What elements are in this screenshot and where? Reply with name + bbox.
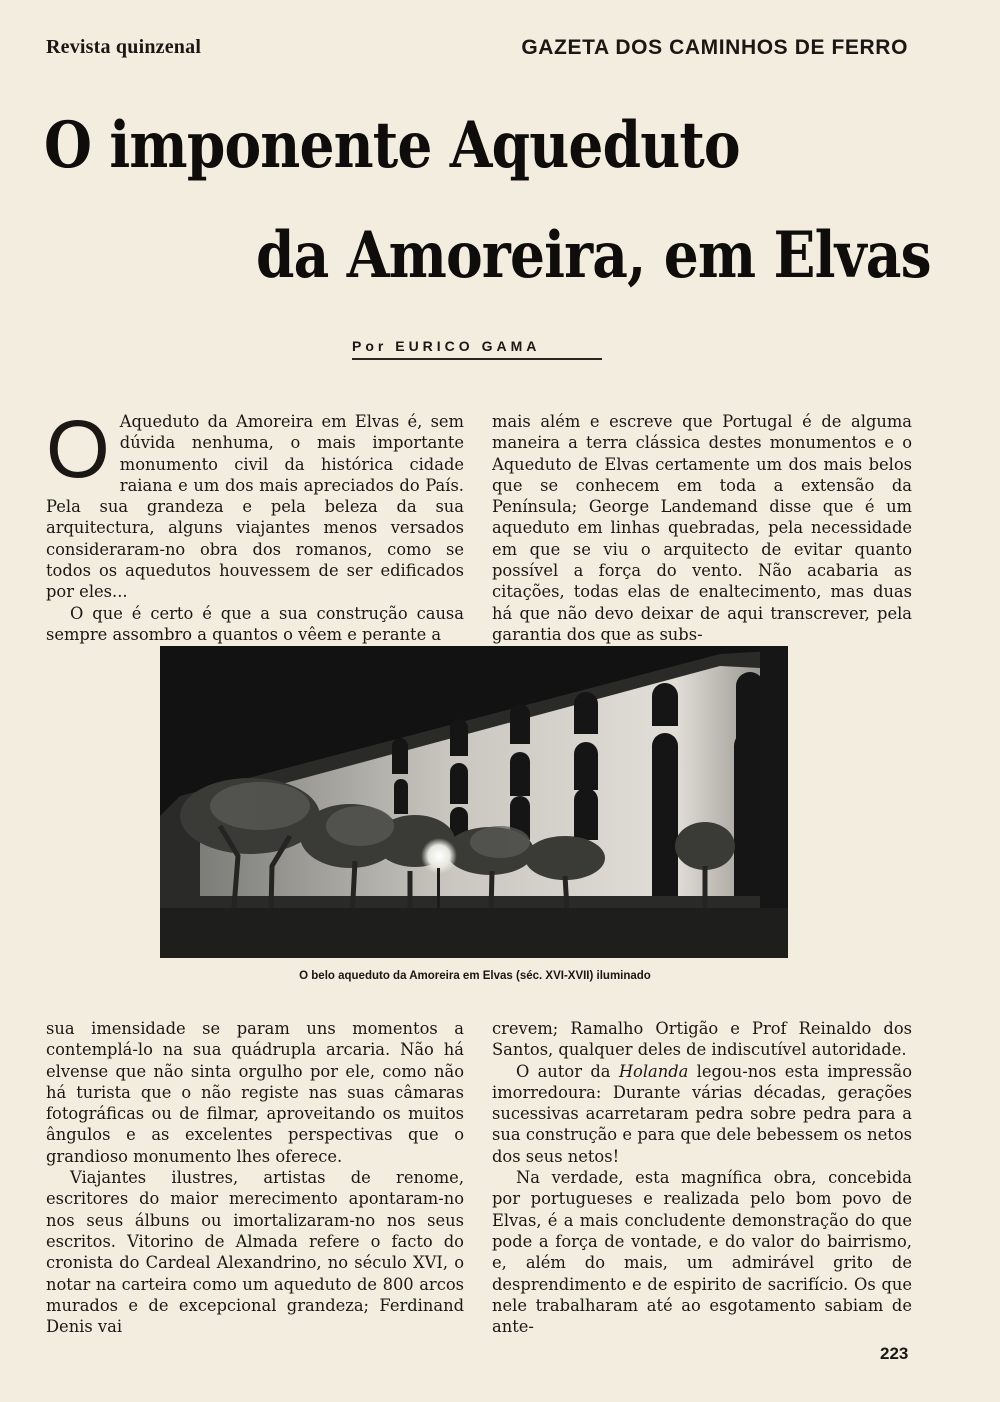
drop-cap: O	[46, 404, 110, 495]
column-1-top	[46, 404, 464, 645]
byline-rule	[352, 358, 602, 360]
photo-caption: O belo aqueduto da Amoreira em Elvas (séc. XVI-XVII) iluminado	[299, 970, 651, 982]
paragraph: sua imensidade se param uns momentos a contemplá-lo na sua quádrupla arcaria. Não há elvense que não sinta orgulho por ele, como não há turista que o não registe nas suas câmaras fotográficas ou de filmar, aproveitando os muitos ângulos e as excelentes perspectivas que o grandioso monumento lhes oferece.	[46, 1019, 464, 1166]
paragraph-text: Aqueduto da Amoreira em Elvas é, sem dúvida nenhuma, o mais importante monumento civil da histórica cidade raiana e um dos mais apreciados do País. Pela sua grandeza e pela beleza da sua arquitectura, alguns viajantes menos versados consideraram-no obra dos romanos, como se todos os aquedutos houvessem de ser edificados por eles...	[46, 412, 464, 602]
text-span: legou-nos esta impressão imorredoura: Durante várias décadas, gerações sucessivas acarretaram pedra sobre pedra para a sua construção e para que dele bebessem os netos dos seus netos!	[492, 1061, 912, 1166]
paragraph	[46, 404, 464, 603]
page-number: 223	[880, 1344, 909, 1363]
paragraph: crevem; Ramalho Ortigão e Prof Reinaldo dos Santos, qualquer deles de indiscutível autoridade.	[492, 1019, 912, 1060]
column-2-bottom	[492, 1018, 912, 1337]
column-1-bottom	[46, 1018, 464, 1337]
paragraph: mais além e escreve que Portugal é de alguma maneira a terra clássica destes monumentos e o Aqueduto de Elvas certamente um dos mais belos que se conhecem em toda a extensão da Península; George Landemand disse que é um aqueduto em linhas quebradas, pela necessidade em que se viu o arquitecto de evitar quanto possível a força do vento. Não acabaria as citações, todas elas de enaltecimento, mas duas há que não devo deixar de aqui transcrever, pela garantia dos que as subs-	[492, 412, 912, 644]
aqueduct-photo	[160, 646, 788, 958]
paragraph: Na verdade, esta magnífica obra, concebida por portugueses e realizada pelo bom povo de Elvas, é a mais concludente demonstração do que pode a força de vontade, e do valor do bairrismo, e, além do mais, um admirável grito de desprendimento e de espirito de sacrifício. Os que nele trabalharam até ao esgotamento sabiam de ante-	[492, 1168, 912, 1337]
aqueduct-night-illustration	[160, 646, 788, 958]
article-title-line-1: O imponente Aqueduto	[44, 108, 740, 183]
running-header-left: Revista quinzenal	[46, 36, 202, 58]
text-span: O autor da	[516, 1061, 619, 1081]
paragraph	[492, 1061, 912, 1167]
book-title: Holanda	[618, 1061, 689, 1081]
column-2-top	[492, 411, 912, 645]
running-header-right: GAZETA DOS CAMINHOS DE FERRO	[521, 36, 908, 59]
paragraph: Viajantes ilustres, artistas de renome, escritores do maior merecimento apontaram-no nos seus álbuns ou imortalizaram-no nos seus escritos. Vitorino de Almada refere o facto do cronista do Cardeal Alexandrino, no século XVI, o notar na carteira como um aqueduto de 800 arcos murados e de excepcional grandeza; Ferdinand Denis vai	[46, 1168, 464, 1337]
paragraph: O que é certo é que a sua construção causa sempre assombro a quantos o vêem e perante a	[46, 603, 464, 644]
byline: Por EURICO GAMA	[352, 338, 541, 354]
article-title-line-2: da Amoreira, em Elvas	[256, 218, 931, 293]
